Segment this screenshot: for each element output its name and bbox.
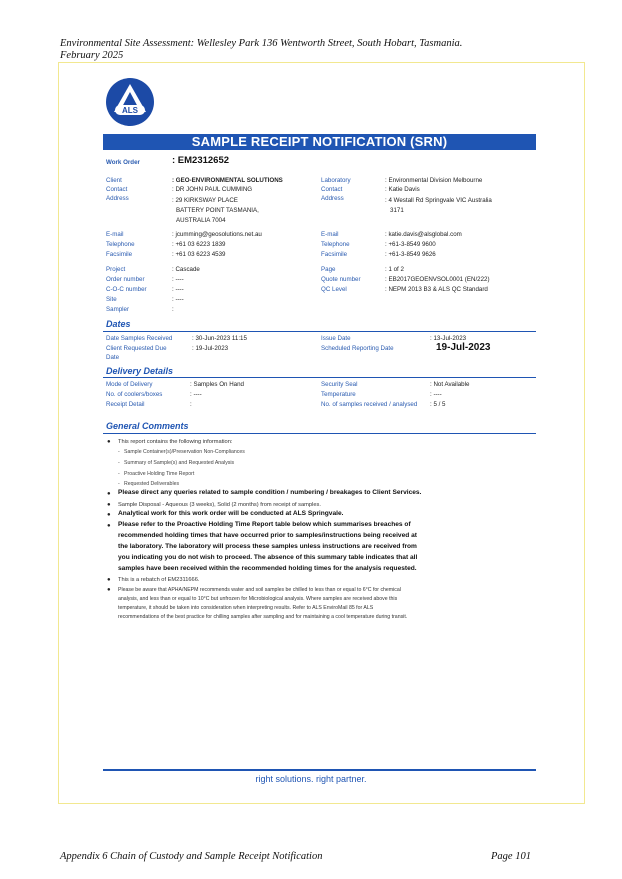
- footer-rule: [103, 769, 536, 771]
- issue-date-value: : 13-Jul-2023: [430, 335, 467, 342]
- comment-holding-3: the laboratory. The laboratory will process these samples unless instructions are received from: [118, 543, 417, 550]
- client-due-label: Client Requested Due: [106, 345, 167, 352]
- reporting-date-value: 19-Jul-2023: [436, 342, 491, 353]
- date-received-value: : 30-Jun-2023 11:15: [192, 335, 247, 342]
- comments-heading: General Comments: [106, 421, 189, 431]
- page-label: Page: [321, 266, 336, 273]
- laboratory-value: : Environmental Division Melbourne: [385, 177, 483, 184]
- delivery-heading: Delivery Details: [106, 366, 174, 376]
- laboratory-label: Laboratory: [321, 177, 351, 184]
- comment-holding-5: samples have been received within the recommended holding times for the analysis requested.: [118, 565, 417, 572]
- bullet: ●: [107, 439, 111, 445]
- lab-address-line2: 3171: [390, 207, 404, 214]
- order-number-value: : ----: [172, 276, 184, 283]
- facsimile-value: : +61 03 6223 4539: [172, 251, 226, 258]
- work-order-value: : EM2312652: [172, 155, 230, 166]
- tagline: right solutions. right partner.: [255, 774, 367, 784]
- mode-delivery-label: Mode of Delivery: [106, 381, 153, 388]
- sampler-value: :: [172, 306, 174, 313]
- bullet: ●: [107, 502, 111, 508]
- delivery-rule: [103, 377, 536, 378]
- mode-delivery-value: : Samples On Hand: [190, 381, 244, 388]
- contact-label: Contact: [106, 186, 128, 193]
- client-value: : GEO-ENVIRONMENTAL SOLUTIONS: [172, 177, 283, 184]
- issue-date-label: Issue Date: [321, 335, 351, 342]
- email-value: : jcumming@geosolutions.net.au: [172, 231, 262, 238]
- coolers-value: : ----: [190, 391, 202, 398]
- page-header: [60, 38, 462, 62]
- comment-chilling-2: analysis, and less than or equal to 10°C but unfrozen for Microbiological analysis. Where samples are received above this: [118, 596, 398, 602]
- client-due-label-2: Date: [106, 354, 120, 361]
- coc-number-label: C-O-C number: [106, 286, 147, 293]
- comment-chilling-1: Please be aware that APHA/NEPM recommends water and soil samples be chilled to less than or equal to 6°C for chemical: [118, 587, 401, 593]
- quote-number-value: : EB2017GEOENVSOL0001 (EN/222): [385, 276, 490, 283]
- lab-telephone-value: : +61-3-8549 9600: [385, 241, 436, 248]
- address-line1: : 29 KIRKSWAY PLACE: [172, 197, 238, 204]
- samples-received-label: No. of samples received / analysed: [321, 401, 418, 408]
- site-label: Site: [106, 296, 117, 303]
- dash: -: [118, 460, 120, 466]
- comment-springvale: Analytical work for this work order will be conducted at ALS Springvale.: [118, 510, 344, 517]
- sub-item-2: Summary of Sample(s) and Requested Analysis: [124, 460, 235, 466]
- dash: -: [118, 481, 120, 487]
- dates-heading: Dates: [106, 319, 131, 329]
- dash: -: [118, 449, 120, 455]
- sub-item-4: Requested Deliverables: [124, 481, 180, 487]
- project-label: Project: [106, 266, 126, 273]
- comment-holding-4: you indicating you do not wish to proceed. The absence of this summary table indicates that all: [118, 554, 418, 561]
- address-line2: BATTERY POINT TASMANIA,: [176, 207, 259, 214]
- order-number-label: Order number: [106, 276, 145, 283]
- bullet: ●: [107, 523, 111, 529]
- bullet: ●: [107, 587, 111, 593]
- sub-item-1: Sample Container(s)/Preservation Non-Compliances: [124, 449, 245, 455]
- client-due-value: : 19-Jul-2023: [192, 345, 229, 352]
- lab-contact-value: : Katie Davis: [385, 186, 420, 193]
- bullet: ●: [107, 512, 111, 518]
- page-number: Page 101: [491, 851, 531, 862]
- comment-queries: Please direct any queries related to sample condition / numbering / breakages to Client Services.: [118, 489, 422, 496]
- dates-rule: [103, 331, 536, 332]
- comment-holding-1: Please refer to the Proactive Holding Time Report table below which summarises breaches of: [118, 521, 411, 528]
- coc-number-value: : ----: [172, 286, 184, 293]
- work-order-label: Work Order: [106, 159, 140, 166]
- page-title: SAMPLE RECEIPT NOTIFICATION (SRN): [103, 134, 536, 150]
- reporting-date-label: Scheduled Reporting Date: [321, 345, 394, 352]
- lab-telephone-label: Telephone: [321, 241, 350, 248]
- telephone-value: : +61 03 6223 1839: [172, 241, 226, 248]
- lab-email-value: : katie.davis@alsglobal.com: [385, 231, 462, 238]
- page-value: : 1 of 2: [385, 266, 404, 273]
- comment-holding-2: recommended holding times that have occurred prior to samples/instructions being received at: [118, 532, 417, 539]
- lab-facsimile-value: : +61-3-8549 9626: [385, 251, 436, 258]
- lab-email-label: E-mail: [321, 231, 339, 238]
- receipt-detail-value: :: [190, 401, 192, 408]
- comment-disposal: Sample Disposal - Aqueous (3 weeks), Solid (2 months) from receipt of samples.: [118, 502, 321, 508]
- dash: -: [118, 471, 120, 477]
- project-value: : Cascade: [172, 266, 200, 273]
- lab-address-line1: : 4 Westall Rd Springvale VIC Australia: [385, 197, 492, 204]
- security-seal-label: Security Seal: [321, 381, 358, 388]
- comment-chilling-4: recommendations of the best practice for chilling samples after sampling and for maintaining a cool temperature during transit.: [118, 614, 408, 620]
- contact-value: : DR JOHN PAUL CUMMING: [172, 186, 253, 193]
- temperature-value: : ----: [430, 391, 442, 398]
- header-title: Environmental Site Assessment: Wellesley Park 136 Wentworth Street, South Hobart, Tasmania.: [60, 38, 463, 49]
- temperature-label: Temperature: [321, 391, 356, 398]
- header-date: February 2025: [60, 50, 124, 61]
- qc-level-label: QC Level: [321, 286, 347, 293]
- site-value: : ----: [172, 296, 184, 303]
- als-logo: [106, 78, 154, 126]
- bullet: ●: [107, 491, 111, 497]
- quote-number-label: Quote number: [321, 276, 361, 283]
- logo-text: ALS: [122, 106, 138, 115]
- lab-facsimile-label: Facsimile: [321, 251, 348, 258]
- comment-rebatch: This is a rebatch of EM2311666.: [118, 577, 200, 583]
- receipt-detail-label: Receipt Detail: [106, 401, 145, 408]
- qc-level-value: : NEPM 2013 B3 & ALS QC Standard: [385, 286, 488, 293]
- email-label: E-mail: [106, 231, 124, 238]
- samples-received-value: : 5 / 5: [430, 401, 446, 408]
- address-label: Address: [106, 195, 129, 202]
- sub-item-3: Proactive Holding Time Report: [124, 471, 195, 477]
- appendix-caption: Appendix 6 Chain of Custody and Sample Receipt Notification: [60, 851, 323, 862]
- comments-rule: [103, 433, 536, 434]
- client-label: Client: [106, 177, 122, 184]
- lab-contact-label: Contact: [321, 186, 343, 193]
- bullet: ●: [107, 577, 111, 583]
- address-line3: AUSTRALIA 7004: [176, 217, 226, 224]
- telephone-label: Telephone: [106, 241, 135, 248]
- date-received-label: Date Samples Received: [106, 335, 173, 342]
- lab-address-label: Address: [321, 195, 344, 202]
- sampler-label: Sampler: [106, 306, 130, 313]
- facsimile-label: Facsimile: [106, 251, 133, 258]
- comment-intro: This report contains the following information:: [118, 439, 233, 445]
- security-seal-value: : Not Available: [430, 381, 470, 388]
- coolers-label: No. of coolers/boxes: [106, 391, 163, 398]
- comment-chilling-3: temperature, it should be taken into consideration when interpreting results. Refer to ALS EnviroMail 85 for ALS: [118, 605, 374, 611]
